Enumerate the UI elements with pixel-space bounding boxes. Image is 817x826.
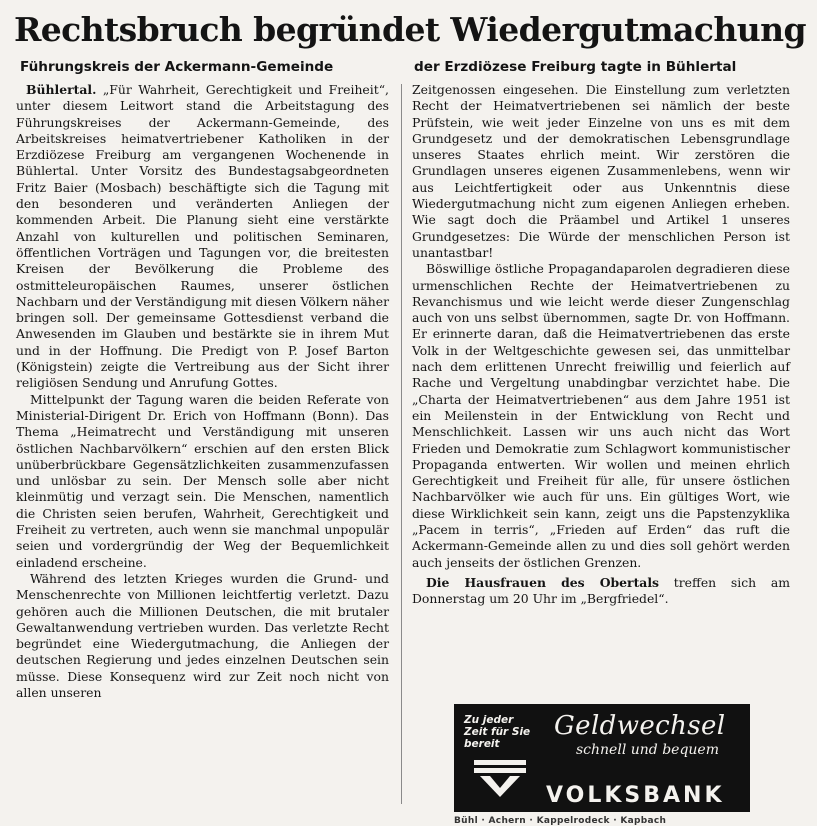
subheadline-right: der Erzdiözese Freiburg tagte in Bühlertal [414,59,737,75]
paragraph-3: Während des letzten Krieges wurden die Grund- und Menschenrechte von Millionen leichtfertig verletzt. Dazu gehören auch die Millionen Deutschen, die mit brutaler Gewaltanwendung vertrieben wurden. Das verletzte Recht begründet eine Wiedergutmachung, die Anliegen der deutschen Regierung und jedes einzelnen Deutschen sein müsse. Diese Konsequenz wird zur Zeit noch nicht von allen unseren [16,570,389,700]
dateline: Bühlertal. [26,82,97,97]
paragraph-5: Böswillige östliche Propagandaparolen degradieren diese urmenschlichen Rechte der Heimatvertriebenen zu Revanchismus und wie leicht werde dieser Zungenschlag auch von uns selbst übernommen, sagte Dr. von Hoffmann. Er erinnerte daran, daß die Heimatvertriebenen das erste Volk in der Weltgeschichte gewesen sei, das unmittelbar nach dem erlittenen Unrecht freiwillig und feierlich auf Rache und Vergeltung unabdingbar verzichtet habe. Die „Charta der Heimatvertriebenen“ aus dem Jahre 1951 ist ein Meilenstein in der Entwicklung von Recht und Menschlichkeit. Lassen wir uns auch nicht das Wort Frieden und Demokratie zum Schlagwort kommunistischer Propaganda entwerten. Wir wollen und meinen ehrlich Gerechtigkeit und Freiheit für alle, für unsere östlichen Nachbarvölker wie auch für uns. Ein gültiges Wort, wie diese Wirklichkeit sein kann, zeigt uns die Papstenzyklika „Pacem in terris“, „Frieden auf Erden“ das ruft die Ackermann-Gemeinde allen zu und dies soll gehört werden auch jenseits der östlichen Grenzen. [412,261,790,570]
paragraph-1-text: „Für Wahrheit, Gerechtigkeit und Freiheit“, unter diesem Leitwort stand die Arbeitstagung des Führungskreises der Ackermann-Gemeinde, des Arbeitskreises heimatvertriebener Katholiken in der Erzdiözese Freiburg am vergangenen Wochenende in Bühlertal. Unter Vorsitz des Bundestagsabgeordneten Fritz Baier (Mosbach) beschäftigte sich die Tagung mit den besonderen und veränderten Anliegen der kommenden Arbeit. Die Planung sieht eine verstärkte Anzahl von kulturellen und politischen Seminaren, öffentlichen Vorträgen und Tagungen vor, die breitesten Kreisen der Bevölkerung die Probleme des ostmitteleuropäischen Raumes, unserer östlichen Nachbarn und der Verständigung mit diesen Völkern näher bringen soll. Der gemeinsame Gottesdienst verband die Anwesenden im Glauben und bestärkte sie in ihrem Mut und in der Hoffnung. Die Predigt von P. Josef Barton (Königstein) zeigte die Vertreibung aus der Sicht ihrer religiösen Sendung und Anrufung Gottes. [16,82,389,391]
article-column-right [412,82,790,608]
paragraph-1 [16,82,389,392]
ad-headline: Geldwechsel [554,711,726,741]
headline: Rechtsbruch begründet Wiedergutmachung [13,10,807,49]
ad-tagline: Zu jeder Zeit für Sie bereit [464,714,531,750]
column-divider [401,84,402,804]
subheadline-left: Führungskreis der Ackermann-Gemeinde [20,59,334,75]
ad-subline: schnell und bequem [576,742,719,758]
paragraph-4: Zeitgenossen eingesehen. Die Einstellung zum verletzten Recht der Heimatvertriebenen sei nämlich der beste Prüfstein, wie weit jeder Einzelne von uns es mit dem Grundgesetz und der demokratischen Lebensgrundlage unseres Staates ehrlich meint. Wir zerstören die Grundlagen unseres eigenen Zusammenlebens, wenn wir aus Leichtfertigkeit oder aus Unkenntnis diese Wiedergutmachung nicht zum eigenen Anliegen erheben. Wie sagt doch die Präambel und Artikel 1 unseres Grundgesetzes: Die Würde der menschlichen Person ist unantastbar! [412,82,790,260]
volksbank-v-logo-icon [474,758,526,798]
notice-bold: Die Hausfrauen des Obertals [426,574,660,590]
notice-text: treffen sich am Donnerstag um 20 Uhr im „Bergfriedel“. [412,574,790,607]
ad-box [454,704,750,812]
volksbank-advertisement [414,696,774,826]
notice-housewives [412,575,790,608]
ad-footer: Bühl · Achern · Kappelrodeck · Kapbach [454,816,667,826]
ad-bank-name: VOLKSBANK [546,783,725,808]
paragraph-2: Mittelpunkt der Tagung waren die beiden Referate von Ministerial-Dirigent Dr. Erich von Hoffmann (Bonn). Das Thema „Heimatrecht und Verständigung mit unseren östlichen Nachbarvölkern“ erschien auf den ersten Blick unüberbrückbare Gegensätzlichkeiten zusammenzufassen und unlösbar zu sein. Der Mensch solle aber nicht kleinmütig und verzagt sein. Die Menschen, namentlich die Christen seien berufen, Wahrheit, Gerechtigkeit und Freiheit zu vertreten, auch wenn sie manchmal unpopulär seien und vordergründig der Weg der Bequemlichkeit einladend erscheine. [16,391,389,570]
article-column-left [16,82,389,701]
